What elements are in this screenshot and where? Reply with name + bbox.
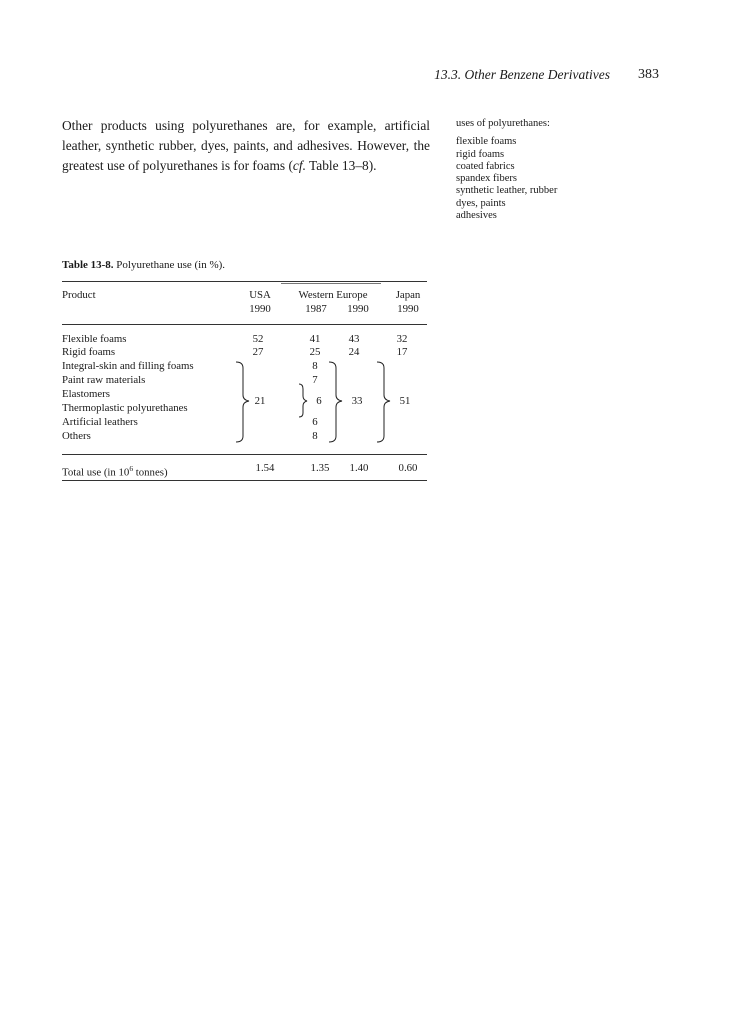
- margin-note-item: synthetic leather, rubber: [456, 185, 558, 197]
- paragraph-text-end: Table 13–8).: [305, 158, 377, 173]
- cell-we87-flexible: 41: [309, 333, 321, 345]
- running-head: 13.3. Other Benzene Derivatives: [434, 67, 610, 82]
- cell-we90-rigid: 24: [348, 346, 360, 358]
- header-japan: Japan: [395, 289, 421, 301]
- header-we-year-1990: 1990: [347, 303, 369, 315]
- cell-we87-integral: 8: [312, 360, 318, 372]
- cell-we87-leathers: 6: [312, 416, 318, 428]
- cell-japan-group: 51: [399, 395, 411, 407]
- header-usa-year: 1990: [249, 303, 271, 315]
- total-label-end: tonnes): [133, 466, 168, 479]
- cf-reference: cf.: [292, 158, 306, 173]
- margin-note-item: rigid foams: [456, 148, 505, 160]
- margin-note-item: dyes, paints: [456, 197, 506, 209]
- we90-group-brace: [329, 362, 342, 442]
- row-label: Elastomers: [62, 388, 110, 400]
- total-usa: 1.54: [255, 462, 275, 474]
- margin-note-item: flexible foams: [456, 136, 517, 148]
- japan-group-brace: [377, 362, 390, 442]
- cell-japan-rigid: 17: [396, 346, 408, 358]
- cell-we87-paint: 7: [312, 374, 318, 386]
- margin-note-item: spandex fibers: [456, 173, 517, 185]
- cell-japan-flexible: 32: [396, 333, 408, 345]
- header-usa: USA: [249, 289, 271, 301]
- paragraph-text: Other products using polyurethanes are, for example, artificial leather, synthetic rubber, dyes, paints, and adhesives. However, the greatest use of polyurethanes is for foams (: [62, 118, 430, 173]
- page-number: 383: [638, 67, 659, 82]
- row-label: Flexible foams: [62, 333, 127, 345]
- cell-usa-rigid: 27: [252, 346, 264, 358]
- margin-note-item: coated fabrics: [456, 160, 515, 172]
- cell-usa-flexible: 52: [252, 333, 264, 345]
- cell-we87-rigid: 25: [309, 346, 321, 358]
- row-label: Paint raw materials: [62, 374, 146, 386]
- header-western-europe: Western Europe: [298, 289, 368, 301]
- total-label-exponent: 6: [129, 464, 134, 473]
- header-we-year-1987: 1987: [305, 303, 327, 315]
- total-we87: 1.35: [310, 462, 330, 474]
- cell-usa-group: 21: [254, 395, 266, 407]
- cell-we87-others: 8: [312, 430, 318, 442]
- table-caption-text: Polyurethane use (in %).: [113, 259, 226, 271]
- cell-we90-flexible: 43: [348, 333, 360, 345]
- row-label: Integral-skin and filling foams: [62, 360, 194, 372]
- margin-note-title: uses of polyurethanes:: [456, 118, 550, 129]
- total-japan: 0.60: [398, 462, 418, 474]
- row-label: Others: [62, 430, 91, 442]
- row-label: Thermoplastic polyurethanes: [62, 402, 188, 414]
- table-caption-label: Table 13-8.: [62, 259, 114, 271]
- cell-we90-group: 33: [351, 395, 363, 407]
- margin-note-item: adhesives: [456, 210, 497, 222]
- header-japan-year: 1990: [397, 303, 419, 315]
- cell-we87-elastomers-thermoplastic: 6: [316, 395, 322, 407]
- row-label: Artificial leathers: [62, 416, 138, 428]
- usa-group-brace: [236, 362, 249, 442]
- row-label: Rigid foams: [62, 346, 116, 358]
- we87-group-brace: [299, 384, 307, 417]
- total-we90: 1.40: [349, 462, 369, 474]
- total-label-text: Total use (in 10: [62, 466, 130, 479]
- header-product: Product: [62, 289, 96, 301]
- total-label: [62, 462, 168, 480]
